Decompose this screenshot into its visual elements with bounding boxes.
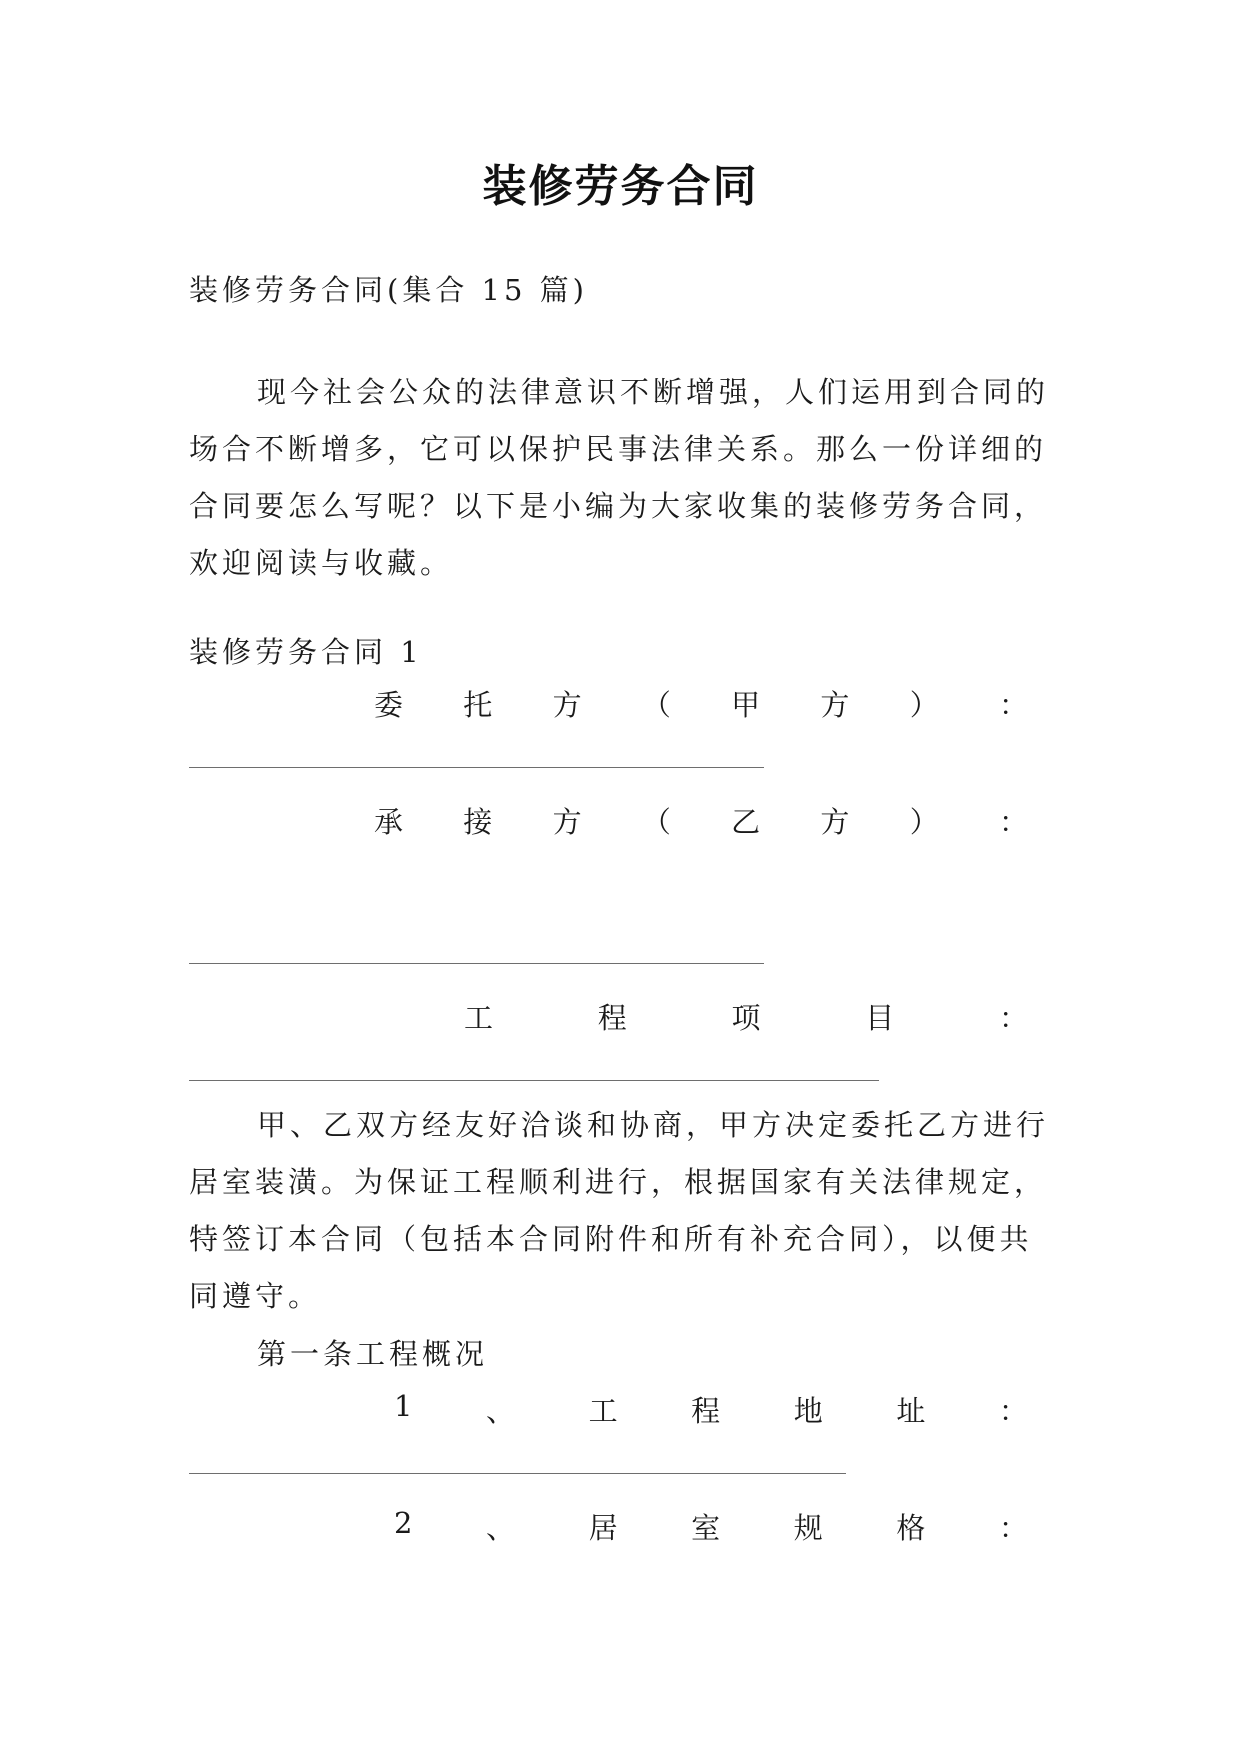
body-line-3: 特签订本合同（包括本合同附件和所有补充合同），以便共 — [189, 1222, 1033, 1256]
project-field-label — [464, 996, 1028, 1037]
principal-char: 甲 — [731, 688, 761, 722]
contractor-char: 方 — [820, 805, 850, 839]
principal-char: ） — [909, 688, 939, 722]
article-1-heading: 第一条工程概况 — [257, 1337, 489, 1371]
project-char: 项 — [731, 1001, 761, 1035]
contractor-char: ） — [909, 805, 939, 839]
document-title: 装修劳务合同 — [482, 161, 759, 212]
address-field-label — [394, 1389, 1028, 1430]
contractor-field-label — [374, 800, 1028, 841]
room-spec-char: 室 — [691, 1511, 721, 1545]
room-spec-char: 、 — [486, 1511, 516, 1545]
principal-char: ： — [998, 688, 1028, 722]
intro-line-1: 现今社会公众的法律意识不断增强，人们运用到合同的 — [257, 375, 1050, 409]
contractor-blank-line[interactable] — [189, 963, 764, 964]
project-char: 工 — [464, 1001, 494, 1035]
address-char: ： — [998, 1394, 1028, 1428]
project-char: 程 — [597, 1001, 627, 1035]
address-char: 地 — [793, 1394, 823, 1428]
room-spec-char: ： — [998, 1511, 1028, 1545]
principal-char: （ — [641, 688, 671, 722]
intro-line-4: 欢迎阅读与收藏。 — [189, 546, 454, 580]
address-char: 1 — [394, 1389, 413, 1423]
body-line-4: 同遵守。 — [189, 1279, 322, 1313]
room-spec-field-label — [394, 1506, 1028, 1547]
contract-heading: 装修劳务合同 1 — [189, 635, 423, 669]
address-char: 、 — [486, 1394, 516, 1428]
principal-char: 委 — [374, 688, 404, 722]
body-line-2: 居室装潢。为保证工程顺利进行，根据国家有关法律规定， — [189, 1165, 1048, 1199]
project-char: 目 — [865, 1001, 895, 1035]
principal-char: 托 — [463, 688, 493, 722]
body-line-1: 甲、乙双方经友好洽谈和协商，甲方决定委托乙方进行 — [257, 1108, 1050, 1142]
principal-blank-line[interactable] — [189, 767, 764, 768]
project-char: ： — [998, 1001, 1028, 1035]
contractor-char: ： — [998, 805, 1028, 839]
room-spec-char: 2 — [394, 1506, 413, 1540]
address-char: 址 — [896, 1394, 926, 1428]
room-spec-char: 居 — [588, 1511, 618, 1545]
principal-char: 方 — [552, 688, 582, 722]
intro-line-3: 合同要怎么写呢？以下是小编为大家收集的装修劳务合同， — [189, 489, 1048, 523]
address-char: 程 — [691, 1394, 721, 1428]
address-char: 工 — [588, 1394, 618, 1428]
intro-line-2: 场合不断增多，它可以保护民事法律关系。那么一份详细的 — [189, 432, 1048, 466]
contractor-char: 方 — [552, 805, 582, 839]
principal-char: 方 — [820, 688, 850, 722]
document-subtitle: 装修劳务合同(集合 15 篇) — [189, 273, 588, 307]
project-blank-line[interactable] — [189, 1080, 879, 1081]
room-spec-char: 规 — [793, 1511, 823, 1545]
contractor-char: 承 — [374, 805, 404, 839]
room-spec-char: 格 — [896, 1511, 926, 1545]
contractor-char: 接 — [463, 805, 493, 839]
address-blank-line[interactable] — [189, 1473, 846, 1474]
principal-field-label — [374, 683, 1028, 724]
contractor-char: （ — [641, 805, 671, 839]
contractor-char: 乙 — [731, 805, 761, 839]
